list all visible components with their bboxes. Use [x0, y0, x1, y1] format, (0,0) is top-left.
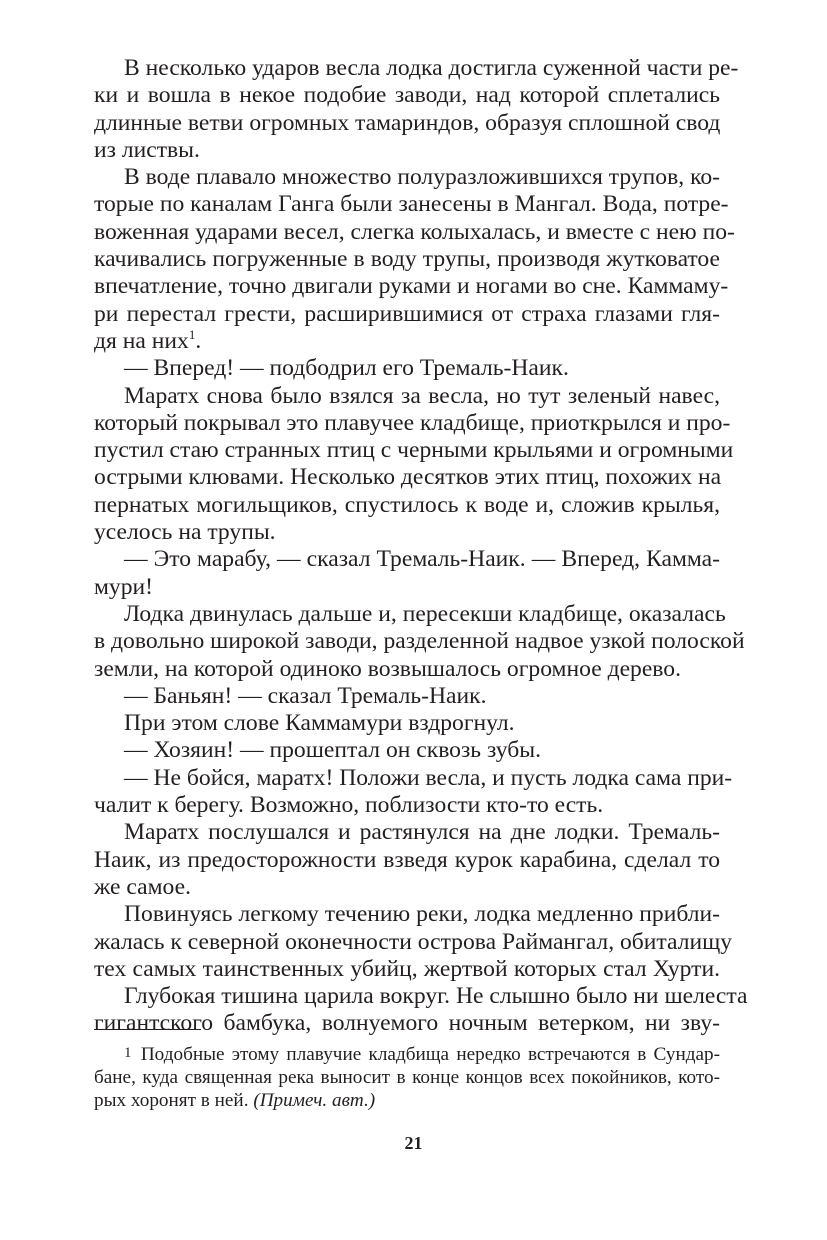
- text-line: острыми клювами. Несколько десятков этих птиц, похожих на: [94, 464, 722, 491]
- text-line: Повинуясь легкому течению реки, лодка медленно прибли-: [124, 901, 720, 928]
- text-line: в довольно широкой заводи, разделенной надвое узкой полоской: [94, 628, 745, 655]
- text-line: ки и вошла в некое подобие заводи, над которой сплетались: [94, 82, 720, 109]
- text-line: воженная ударами весел, слегка колыхалась, и вместе с нею по-: [94, 218, 735, 245]
- text-line: Лодка двинулась дальше и, пересекши кладбище, оказалась: [124, 600, 726, 627]
- text-line: пустил стаю странных птиц с черными крыльями и огромными: [94, 437, 734, 464]
- footnote-line: бане, куда священная река выносит в конце концов всех покойников, кото-: [94, 1066, 720, 1088]
- page-number: 21: [404, 1133, 423, 1153]
- text-line: уселось на трупы.: [94, 519, 276, 546]
- text-line: из листвы.: [94, 136, 200, 163]
- footnote: [94, 1042, 720, 1113]
- text-line: дя на них: [94, 327, 189, 354]
- footnote-number: 1: [124, 1045, 132, 1061]
- text-line: — Вперед! — подбодрил его Тремаль-Наик.: [124, 355, 569, 382]
- footnote-line: [94, 1042, 720, 1066]
- text-line: — Это марабу, — сказал Тремаль-Наик. — Вперед, Камма-: [124, 546, 720, 573]
- footnote-divider: [94, 1029, 201, 1030]
- text-line: жалась к северной оконечности острова Раймангал, обиталищу: [94, 928, 733, 955]
- text-line: ри перестал грести, расширившимися от страха глазами гля-: [94, 300, 720, 327]
- text-line: пернатых могильщиков, спустилось к воде и, сложив крылья,: [94, 491, 720, 518]
- footnote-text: рых хоронят в ней.: [94, 1090, 249, 1112]
- text-line: — Хозяин! — прошептал он сквозь зубы.: [124, 737, 542, 764]
- text-line: тех самых таинственных убийц, жертвой которых стал Хурти.: [94, 955, 720, 982]
- footnote-text: Подобные этому плавучие кладбища нередко встречаются в Сундар-: [140, 1044, 721, 1065]
- text-line: чалит к берегу. Возможно, поблизости кто-то есть.: [94, 792, 604, 819]
- text-line: торые по каналам Ганга были занесены в Мангал. Вода, потре-: [94, 191, 729, 218]
- footnote-author-note: (Примеч. авт.): [253, 1090, 376, 1112]
- footnote-reference[interactable]: 1: [188, 327, 196, 343]
- text-line: земли, на которой одиноко возвышалось огромное дерево.: [94, 655, 681, 682]
- text-line: качивались погруженные в воду трупы, производя жутковатое: [94, 246, 720, 273]
- text-line: впечатление, точно двигали руками и ногами во сне. Каммаму-: [94, 273, 729, 300]
- text-line: — Не бойся, маратх! Положи весла, и пусть лодка сама при-: [124, 764, 733, 791]
- text-line: Глубокая тишина царила вокруг. Не слышно было ни шелеста: [124, 983, 748, 1010]
- text-line: — Баньян! — сказал Тремаль-Наик.: [124, 682, 487, 709]
- main-text: [94, 55, 748, 1038]
- text-line: При этом слове Каммамури вздрогнул.: [124, 710, 515, 737]
- text-line: Наик, из предосторожности взведя курок карабина, сделал то: [94, 846, 720, 873]
- text-line: В воде плавало множество полуразложившихся трупов, ко-: [124, 164, 720, 191]
- text-line: гигантского бамбука, волнуемого ночным ветерком, ни зву-: [94, 1010, 720, 1037]
- footnote-line: [94, 1089, 720, 1113]
- text-line: В несколько ударов весла лодка достигла суженной части ре-: [124, 55, 739, 81]
- text-line: который покрывал это плавучее кладбище, приоткрылся и про-: [94, 409, 731, 436]
- text-line: же самое.: [94, 873, 191, 900]
- text-line: длинные ветви огромных тамариндов, образуя сплошной свод: [94, 109, 721, 136]
- footnote-ref-punct: .: [195, 327, 202, 354]
- text-line: Маратх послушался и растянулся на дне лодки. Тремаль-: [124, 819, 720, 846]
- text-line: мури!: [94, 573, 154, 600]
- text-line-with-footnote: [94, 328, 720, 355]
- text-line: Маратх снова было взялся за весла, но тут зеленый навес,: [124, 382, 720, 409]
